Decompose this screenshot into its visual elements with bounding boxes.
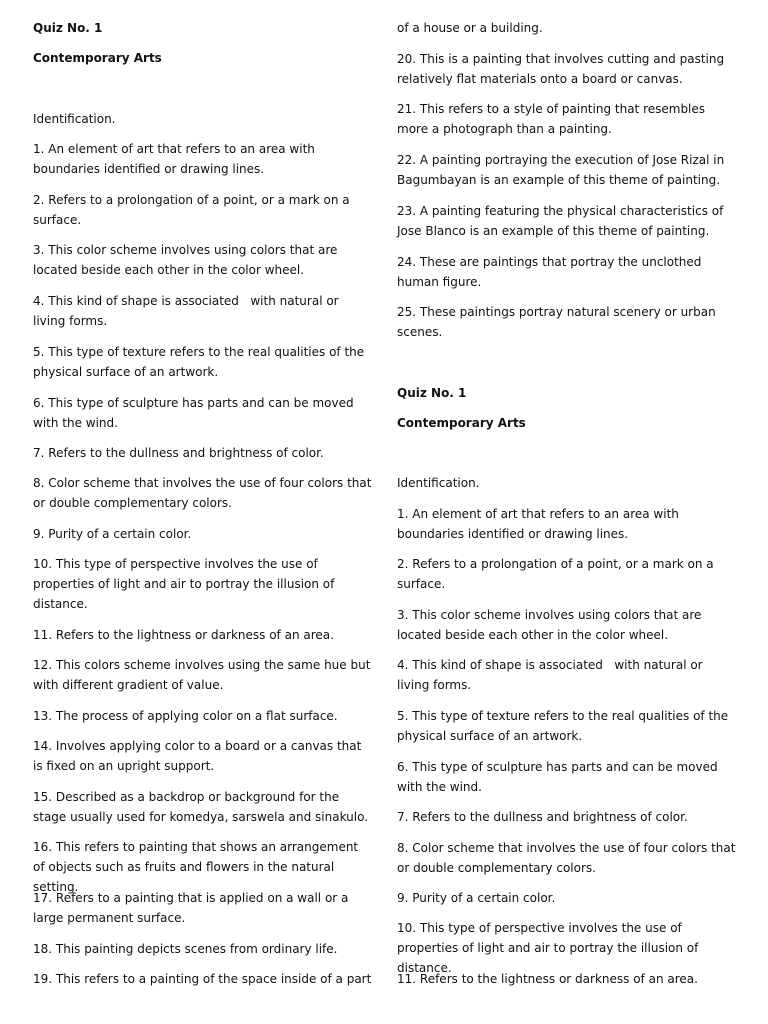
- question-item: 15. Described as a backdrop or background for the stage usually used for komedya, sarswela and sinakulo.: [33, 790, 369, 824]
- question-item: 8. Color scheme that involves the use of four colors that or double complementary colors.: [397, 841, 736, 875]
- question-item: 8. Color scheme that involves the use of four colors that or double complementary colors.: [33, 476, 372, 510]
- question-item: 7. Refers to the dullness and brightness of color.: [397, 810, 688, 824]
- question-item: 14. Involves applying color to a board or a canvas that is fixed on an upright support.: [33, 739, 362, 773]
- section-heading: Identification.: [33, 112, 116, 126]
- question-item: 11. Refers to the lightness or darkness of an area.: [397, 972, 698, 986]
- question-item: 21. This refers to a style of painting that resembles more a photograph than a painting.: [397, 102, 706, 136]
- question-item: 24. These are paintings that portray the unclothed human figure.: [397, 255, 702, 289]
- question-item: 5. This type of texture refers to the real qualities of the physical surface of an artwork.: [397, 709, 729, 743]
- question-item: 1. An element of art that refers to an area with boundaries identified or drawing lines.: [33, 142, 315, 176]
- subject-title: Contemporary Arts: [397, 416, 526, 430]
- question-item: 25. These paintings portray natural scenery or urban scenes.: [397, 305, 716, 339]
- question-item: 11. Refers to the lightness or darkness of an area.: [33, 628, 334, 642]
- question-item: 6. This type of sculpture has parts and can be moved with the wind.: [33, 396, 354, 430]
- question-item: 4. This kind of shape is associated with natural or living forms.: [33, 294, 343, 328]
- question-item: 2. Refers to a prolongation of a point, or a mark on a surface.: [33, 193, 350, 227]
- subject-title: Contemporary Arts: [33, 51, 162, 65]
- continuation-text: of a house or a building.: [397, 21, 543, 35]
- question-item: 13. The process of applying color on a flat surface.: [33, 709, 338, 723]
- question-item: 1. An element of art that refers to an area with boundaries identified or drawing lines.: [397, 507, 679, 541]
- quiz-title: Quiz No. 1: [397, 386, 467, 400]
- question-item: 3. This color scheme involves using colors that are located beside each other in the color wheel.: [33, 243, 338, 277]
- question-item: 23. A painting featuring the physical characteristics of Jose Blanco is an example of this theme of painting.: [397, 204, 724, 238]
- question-item: 17. Refers to a painting that is applied on a wall or a large permanent surface.: [33, 891, 349, 925]
- question-item: 10. This type of perspective involves the use of properties of light and air to portray the illusion of distance.: [33, 557, 335, 611]
- question-item: 9. Purity of a certain color.: [397, 891, 556, 905]
- question-item: 16. This refers to painting that shows an arrangement of objects such as fruits and flowers in the natural setting.: [33, 840, 359, 894]
- question-item: 19. This refers to a painting of the space inside of a part: [33, 972, 372, 986]
- question-item: 6. This type of sculpture has parts and can be moved with the wind.: [397, 760, 718, 794]
- question-item: 5. This type of texture refers to the real qualities of the physical surface of an artwork.: [33, 345, 365, 379]
- question-item: 9. Purity of a certain color.: [33, 527, 192, 541]
- question-item: 20. This is a painting that involves cutting and pasting relatively flat materials onto a board or canvas.: [397, 52, 725, 86]
- question-item: 3. This color scheme involves using colors that are located beside each other in the color wheel.: [397, 608, 702, 642]
- section-heading: Identification.: [397, 476, 480, 490]
- question-item: 22. A painting portraying the execution of Jose Rizal in Bagumbayan is an example of this theme of painting.: [397, 153, 725, 187]
- question-item: 18. This painting depicts scenes from ordinary life.: [33, 942, 338, 956]
- question-item: 4. This kind of shape is associated with natural or living forms.: [397, 658, 707, 692]
- question-item: 7. Refers to the dullness and brightness of color.: [33, 446, 324, 460]
- quiz-title: Quiz No. 1: [33, 21, 103, 35]
- question-item: 12. This colors scheme involves using the same hue but with different gradient of value.: [33, 658, 371, 692]
- question-item: 10. This type of perspective involves the use of properties of light and air to portray the illusion of distance.: [397, 921, 699, 975]
- question-item: 2. Refers to a prolongation of a point, or a mark on a surface.: [397, 557, 714, 591]
